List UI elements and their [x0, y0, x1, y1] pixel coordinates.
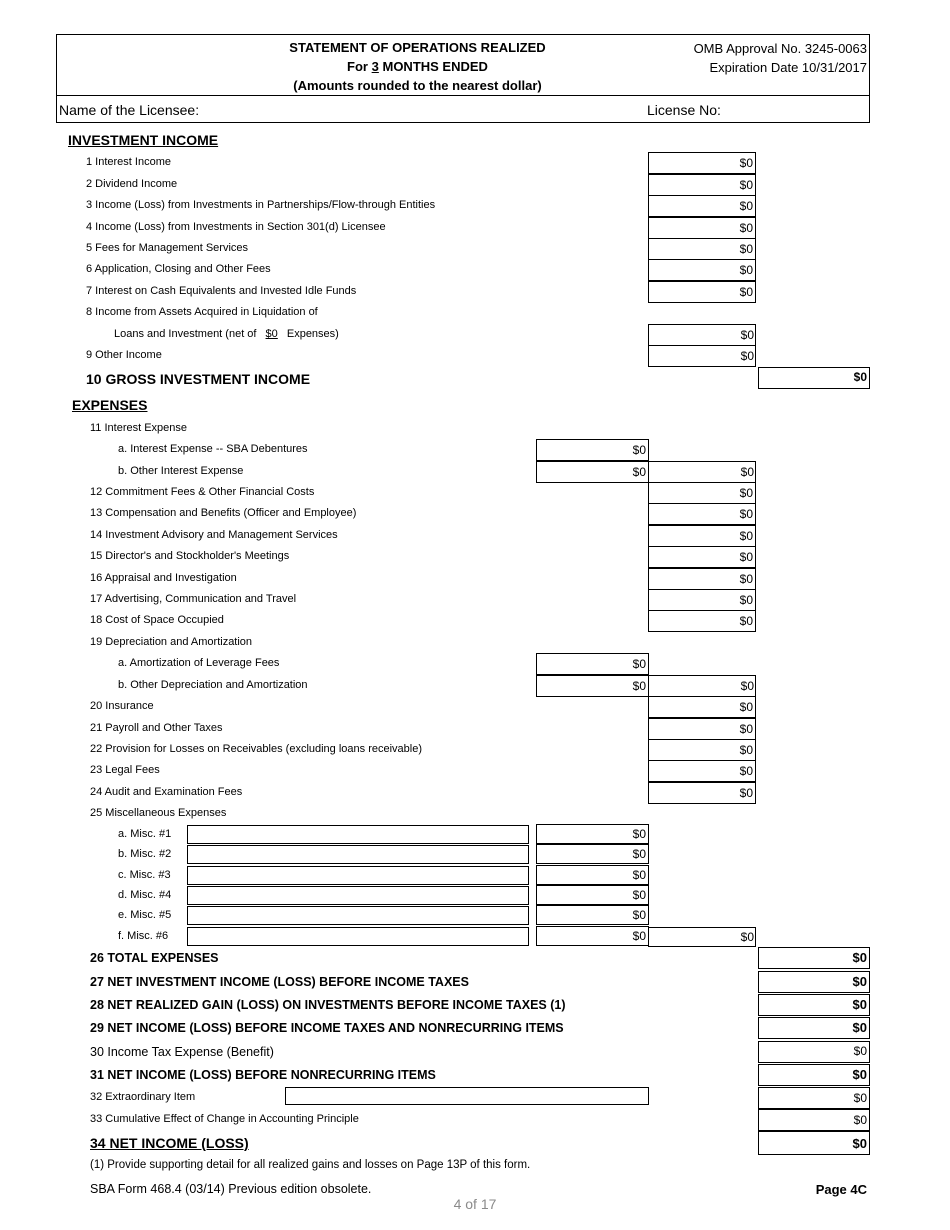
expense-item-17-label: 17 Advertising, Communication and Travel [90, 593, 297, 605]
item-19a-amount: $0 [632, 657, 646, 671]
item-11-total-amount: $0 [740, 465, 754, 479]
item-11a-label: a. Interest Expense -- SBA Debentures [118, 443, 308, 455]
misc-item-6-label: f. Misc. #6 [118, 930, 169, 942]
income-item-6-amount: $0 [739, 263, 753, 277]
total-item-31-amount: $0 [852, 1067, 867, 1082]
misc-item-5-description-field[interactable] [187, 906, 529, 925]
item-11b-amount: $0 [632, 465, 646, 479]
expiration-date: Expiration Date 10/31/2017 [709, 60, 867, 75]
item-10-label: 10 GROSS INVESTMENT INCOME [86, 371, 311, 387]
income-item-1-amount: $0 [739, 156, 753, 170]
misc-item-6-description-field[interactable] [187, 927, 529, 946]
income-item-3-amount: $0 [739, 199, 753, 213]
income-item-7-amount: $0 [739, 285, 753, 299]
item-9-label: 9 Other Income [86, 349, 162, 361]
form-identifier: SBA Form 468.4 (03/14) Previous edition obsolete. [90, 1182, 372, 1196]
item-19a-label: a. Amortization of Leverage Fees [118, 657, 280, 669]
income-item-2-amount: $0 [739, 178, 753, 192]
expense-item-18-amount: $0 [739, 614, 753, 628]
item-8-label-line-1: 8 Income from Assets Acquired in Liquidation of [86, 306, 318, 318]
expense-item-24-amount: $0 [739, 786, 753, 800]
expense-item-22-amount: $0 [739, 743, 753, 757]
expense-item-13-amount: $0 [739, 507, 753, 521]
expense-item-13-label: 13 Compensation and Benefits (Officer and Employee) [90, 507, 357, 519]
total-item-26-label: 26 TOTAL EXPENSES [90, 951, 219, 965]
item-34-amount: $0 [852, 1136, 867, 1151]
income-item-7-label: 7 Interest on Cash Equivalents and Invested Idle Funds [86, 285, 357, 297]
expense-item-24-label: 24 Audit and Examination Fees [90, 786, 243, 798]
licensee-name-label: Name of the Licensee: [59, 102, 200, 118]
total-item-26-amount: $0 [852, 950, 867, 965]
expense-item-16-amount: $0 [739, 572, 753, 586]
total-item-30-label: 30 Income Tax Expense (Benefit) [90, 1045, 274, 1059]
item-9-amount: $0 [740, 349, 754, 363]
expense-item-15-amount: $0 [739, 550, 753, 564]
total-item-28-label: 28 NET REALIZED GAIN (LOSS) ON INVESTMENTS BEFORE INCOME TAXES (1) [90, 998, 566, 1012]
title-months: 3 [371, 59, 379, 74]
item-25-label: 25 Miscellaneous Expenses [90, 807, 227, 819]
page-label: Page 4C [815, 1182, 867, 1197]
expense-item-20-amount: $0 [739, 700, 753, 714]
expense-item-12-label: 12 Commitment Fees & Other Financial Costs [90, 486, 315, 498]
total-item-27-amount: $0 [852, 974, 867, 989]
misc-item-3-label: c. Misc. #3 [118, 869, 171, 881]
total-item-29-label: 29 NET INCOME (LOSS) BEFORE INCOME TAXES AND NONRECURRING ITEMS [90, 1021, 564, 1035]
misc-item-2-amount: $0 [632, 847, 646, 861]
expense-item-17-amount: $0 [739, 593, 753, 607]
title-for: For [347, 59, 368, 74]
misc-item-4-amount: $0 [632, 888, 646, 902]
item-33-label: 33 Cumulative Effect of Change in Accounting Principle [90, 1113, 359, 1125]
page-counter: 4 of 17 [453, 1196, 497, 1212]
title-line-3: (Amounts rounded to the nearest dollar) [293, 78, 542, 93]
license-number-field[interactable] [725, 100, 865, 120]
expenses-heading: EXPENSES [72, 397, 148, 413]
item-8-label-line-2 [114, 328, 339, 340]
total-item-27-label: 27 NET INVESTMENT INCOME (LOSS) BEFORE INCOME TAXES [90, 975, 469, 989]
misc-item-2-description-field[interactable] [187, 845, 529, 864]
total-item-31-label: 31 NET INCOME (LOSS) BEFORE NONRECURRING ITEMS [90, 1068, 436, 1082]
expense-item-12-amount: $0 [739, 486, 753, 500]
item-19-total-amount: $0 [740, 679, 754, 693]
misc-item-1-description-field[interactable] [187, 825, 529, 844]
item-32-amount: $0 [853, 1091, 867, 1105]
item-11-label: 11 Interest Expense [90, 422, 188, 434]
item-8-label-a: Loans and Investment (net of [114, 328, 257, 340]
item-19-label: 19 Depreciation and Amortization [90, 636, 253, 648]
misc-item-2-label: b. Misc. #2 [118, 848, 172, 860]
expense-item-18-label: 18 Cost of Space Occupied [90, 614, 224, 626]
item-33-amount: $0 [853, 1113, 867, 1127]
misc-item-6-amount: $0 [632, 929, 646, 943]
expense-item-14-label: 14 Investment Advisory and Management Services [90, 529, 338, 541]
expense-item-23-label: 23 Legal Fees [90, 764, 160, 776]
misc-item-4-label: d. Misc. #4 [118, 889, 172, 901]
misc-item-1-label: a. Misc. #1 [118, 828, 172, 840]
expense-item-23-amount: $0 [739, 764, 753, 778]
item-25-total-amount: $0 [740, 930, 754, 944]
income-item-4-amount: $0 [739, 221, 753, 235]
misc-item-5-amount: $0 [632, 908, 646, 922]
income-item-4-label: 4 Income (Loss) from Investments in Section 301(d) Licensee [86, 221, 386, 233]
item-19b-label: b. Other Depreciation and Amortization [118, 679, 308, 691]
omb-approval: OMB Approval No. 3245-0063 [693, 41, 867, 56]
licensee-name-field[interactable] [205, 100, 635, 120]
income-item-2-label: 2 Dividend Income [86, 178, 178, 190]
title-line-2 [230, 57, 605, 76]
income-item-1-label: 1 Interest Income [86, 156, 171, 168]
item-8-label-b: Expenses) [286, 328, 339, 340]
expense-item-22-label: 22 Provision for Losses on Receivables (excluding loans receivable) [90, 743, 423, 755]
form-title [230, 38, 605, 95]
expense-item-20-label: 20 Insurance [90, 700, 154, 712]
income-item-5-amount: $0 [739, 242, 753, 256]
item-10-amount: $0 [853, 370, 867, 384]
misc-item-4-description-field[interactable] [187, 886, 529, 905]
income-item-6-label: 6 Application, Closing and Other Fees [86, 263, 271, 275]
misc-item-3-amount: $0 [632, 868, 646, 882]
footnote: (1) Provide supporting detail for all realized gains and losses on Page 13P of this form. [90, 1159, 531, 1171]
item-8-expenses-amount[interactable]: $0 [265, 328, 278, 340]
item-32-label: 32 Extraordinary Item [90, 1091, 196, 1103]
misc-item-3-description-field[interactable] [187, 866, 529, 885]
misc-item-5-label: e. Misc. #5 [118, 909, 172, 921]
expense-item-21-label: 21 Payroll and Other Taxes [90, 722, 223, 734]
income-item-3-label: 3 Income (Loss) from Investments in Partnerships/Flow-through Entities [86, 199, 436, 211]
income-item-5-label: 5 Fees for Management Services [86, 242, 249, 254]
item-19b-amount: $0 [632, 679, 646, 693]
expense-item-16-label: 16 Appraisal and Investigation [90, 572, 237, 584]
item-34-label: 34 NET INCOME (LOSS) [90, 1135, 249, 1151]
item-32-description-field[interactable] [285, 1087, 649, 1105]
misc-item-1-amount: $0 [632, 827, 646, 841]
title-months-ended: MONTHS ENDED [382, 59, 488, 74]
title-line-1: STATEMENT OF OPERATIONS REALIZED [289, 40, 546, 55]
item-11a-amount: $0 [632, 443, 646, 457]
total-item-30-amount: $0 [853, 1044, 867, 1058]
item-8-amount: $0 [740, 328, 754, 342]
expense-item-21-amount: $0 [739, 722, 753, 736]
investment-income-heading: INVESTMENT INCOME [68, 132, 219, 148]
expense-item-14-amount: $0 [739, 529, 753, 543]
expense-item-15-label: 15 Director's and Stockholder's Meetings [90, 550, 290, 562]
license-number-label: License No: [647, 102, 721, 118]
total-item-28-amount: $0 [852, 997, 867, 1012]
total-item-29-amount: $0 [852, 1020, 867, 1035]
item-11b-label: b. Other Interest Expense [118, 465, 244, 477]
header-divider [56, 95, 870, 96]
